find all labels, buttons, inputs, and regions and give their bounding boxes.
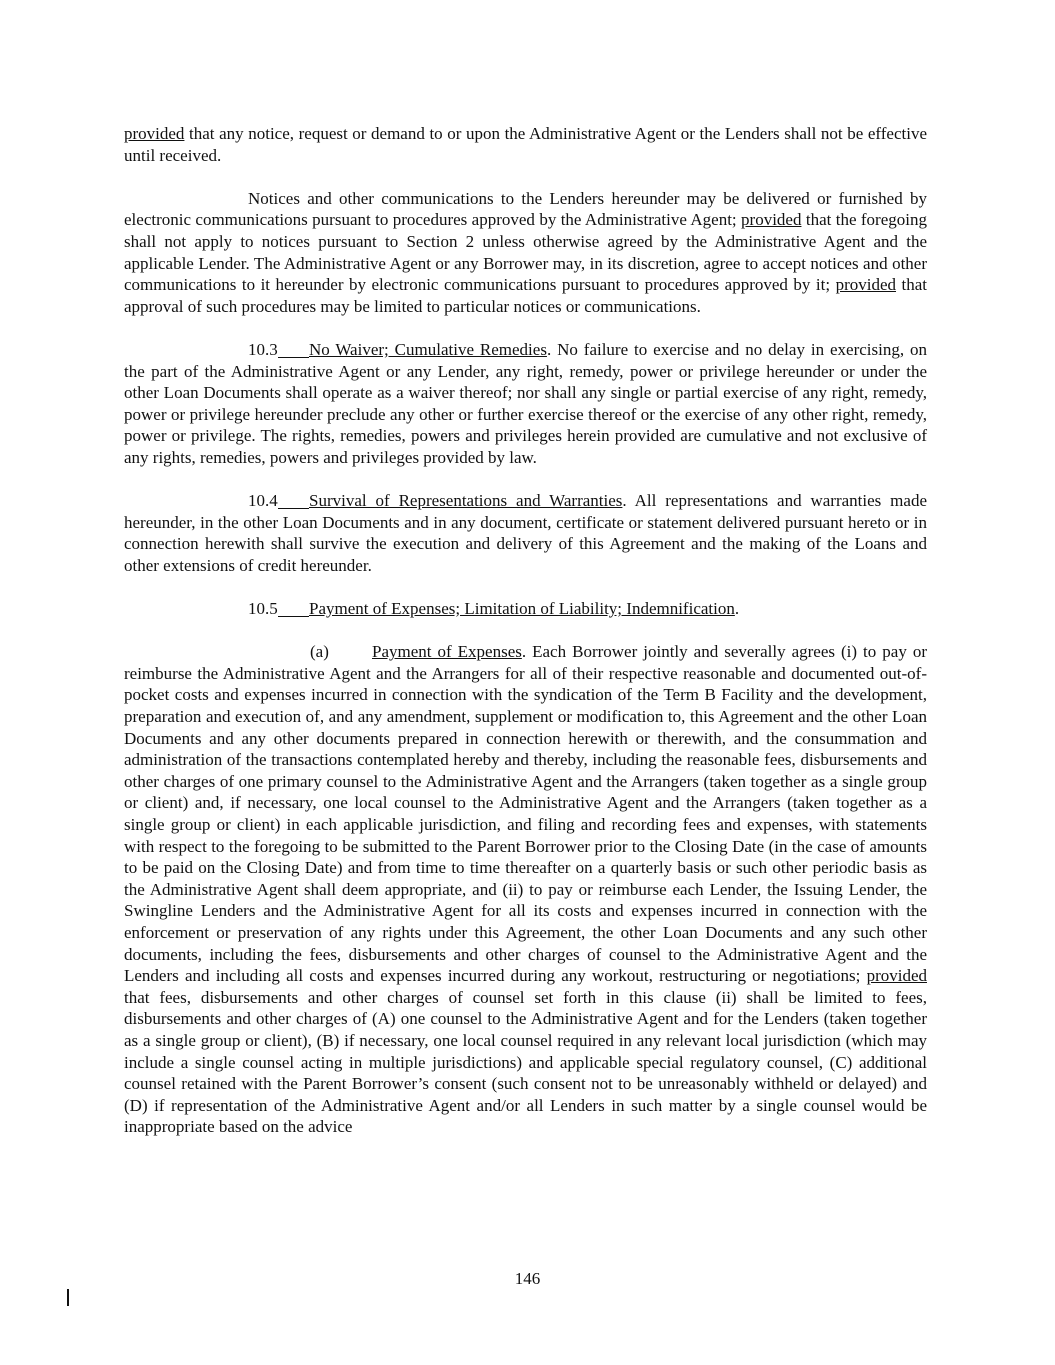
subsection-label: (a) [310,642,329,662]
subsection-text: that fees, disbursements and other charges of counsel set forth in this clause (ii) shall be limited to fees, disbursements and other charges of (A) one counsel to the Administrative Agent and for the Lenders (taken together as a single group or client), (B) if necessary, one local counsel required in any relevant local jurisdiction (which may include a single counsel acting in multiple jurisdictions) and applicable special regulatory counsel, (C) additional counsel retained with the Parent Borrower’s consent (such consent not to be unreasonably withheld or delayed) and (D) if representation of the Administrative Agent and/or all Lenders in such matter by a single counsel would be inappropriate based on the advice [124,987,927,1137]
section-heading: Payment of Expenses; Limitation of Liability; Indemnification [309,599,735,619]
section-number: 10.4 [248,490,309,512]
subsection-heading: Payment of Expenses [372,642,522,662]
section-number: 10.3 [248,339,309,361]
section-heading: No Waiver; Cumulative Remedies [309,339,547,359]
section-10-3 [124,339,927,469]
subsection-text: . Each Borrower jointly and severally agrees (i) to pay or reimburse the Administrative Agent and the Arrangers for all of their respective reasonable and documented out-of-pocket costs and expenses incurred in connection with the syndication of the Term B Facility and the development, preparation and execution of, and any amendment, supplement or modification to, this Agreement and the other Loan Documents and any other documents prepared in connection herewith or therewith, and the consummation and administration of the transactions contemplated hereby and thereby, including the reasonable fees, disbursements and other charges of one primary counsel to the Administrative Agent and the Arrangers (taken together as a single group or client) and, if necessary, one local counsel to the Administrative Agent and the Arrangers (taken together as a single group or client) in each applicable jurisdiction, and filing and recording fees and expenses, with statements with respect to the foregoing to be submitted to the Parent Borrower prior to the Closing Date (in the case of amounts to be paid on the Closing Date) and from time to time thereafter on a quarterly basis or such other periodic basis as the Administrative Agent shall deem appropriate, and (ii) to pay or reimburse each Lender, the Issuing Lender, the Swingline Lenders and the Administrative Agent for all its costs and expenses incurred in connection with the enforcement or preservation of any rights under this Agreement, the other Loan Documents and any such other documents, including the fees, disbursements and other charges of counsel to the Administrative Agent and the Lenders and including all costs and expenses incurred during any workout, restructuring or negotiations; [124,642,927,986]
paragraph-text: Notices and other communications to the Lenders hereunder may be delivered or furnished by electronic communications pursuant to procedures approved by the Administrative Agent; [124,188,927,230]
subsection-10-5-a [124,641,927,1138]
paragraph-electronic-notices [124,188,927,318]
provided-term: provided [124,124,185,143]
revision-bar [67,1289,69,1306]
paragraph-text: that approval of such procedures may be limited to particular notices or communications. [124,275,928,316]
section-text: . [734,599,740,619]
section-10-5 [124,598,927,620]
provided-term: provided [741,210,802,230]
paragraph-text: that any notice, request or demand to or upon the Administrative Agent or the Lenders shall not be effective until received. [124,124,927,165]
section-10-4 [124,490,927,576]
page-number: 146 [514,1269,541,1288]
provided-term: provided [835,275,897,295]
section-text: . No failure to exercise and no delay in exercising, on the part of the Administrative Agent or any Lender, any right, remedy, power or privilege hereunder or under the other Loan Documents shall operate as a waiver thereof; nor shall any single or partial exercise of any right, remedy, power or privilege hereunder preclude any other or further exercise thereof or the exercise of any other right, remedy, power or privilege. The rights, remedies, powers and privileges herein provided are cumulative and not exclusive of any rights, remedies, powers and privileges provided by law. [124,339,927,467]
provided-term: provided [866,966,927,986]
document-body [124,123,927,1160]
section-text: . All representations and warranties made hereunder, in the other Loan Documents and in any document, certificate or statement delivered pursuant hereto or in connection herewith shall survive the execution and delivery of this Agreement and the making of the Loans and other extensions of credit hereunder. [124,491,927,575]
paragraph-text: that the foregoing shall not apply to notices pursuant to Section 2 unless otherwise agreed by the Administrative Agent and the applicable Lender. The Administrative Agent or any Borrower may, in its discretion, agree to accept notices and other communications to it hereunder by electronic communications pursuant to procedures approved by it; [124,210,927,295]
paragraph-provided-notice [124,123,927,166]
section-heading: Survival of Representations and Warranties [309,491,623,511]
section-number: 10.5 [248,598,309,620]
